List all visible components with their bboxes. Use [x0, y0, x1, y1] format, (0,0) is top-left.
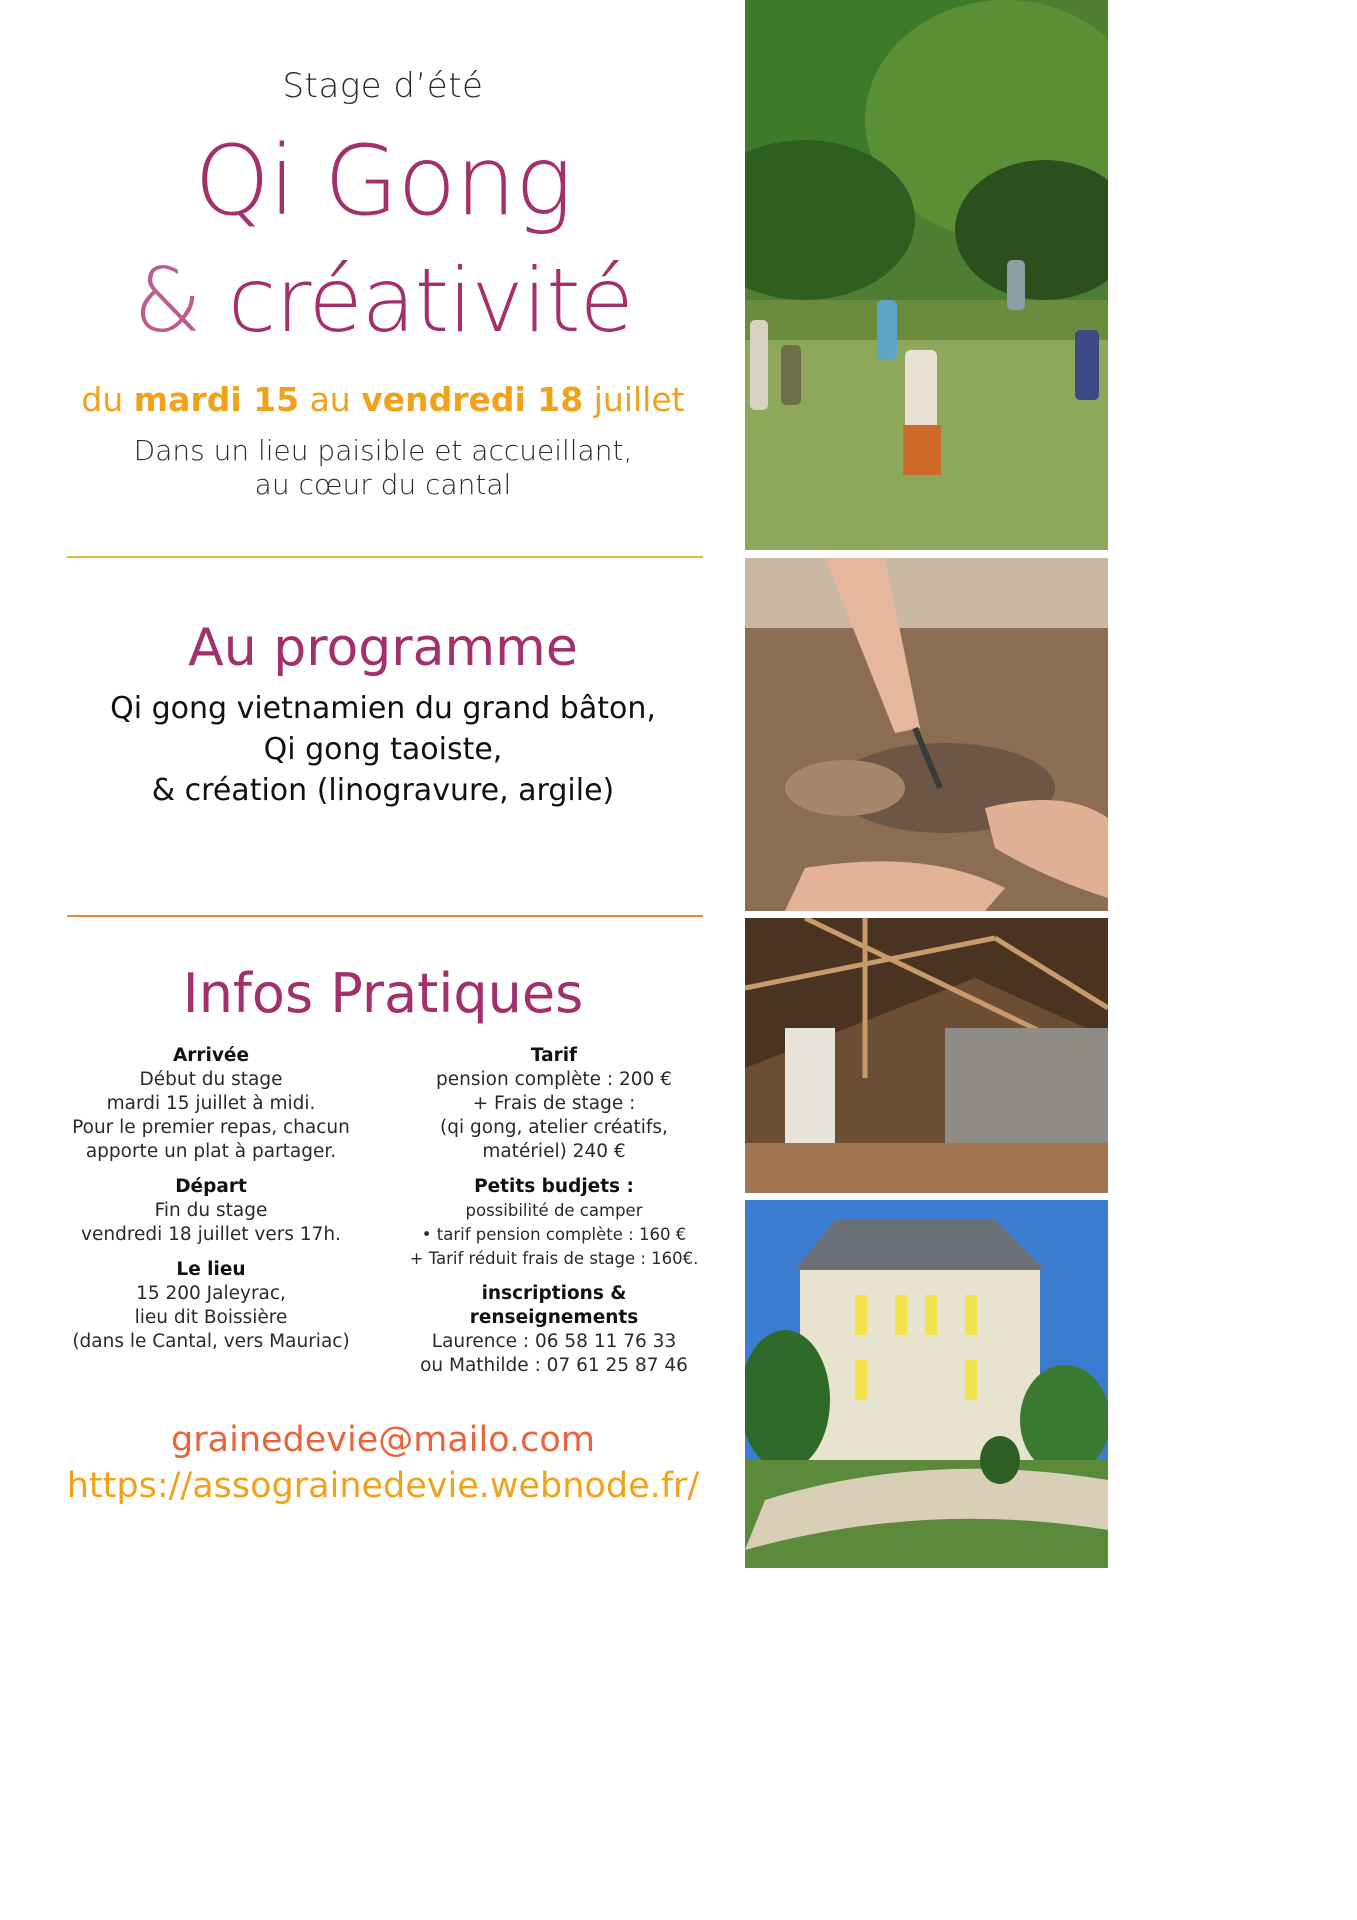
info-title: Petits budjets : [474, 1176, 634, 1197]
dates-end: vendredi 18 [361, 380, 584, 419]
info-title: Arrivée [172, 1045, 250, 1066]
info-line: Début du stage [139, 1069, 283, 1090]
dates-start: mardi 15 [133, 380, 300, 419]
title-ampersand: & [133, 249, 201, 352]
photo-manor-house [745, 1200, 1108, 1568]
programme-line: & création (linogravure, argile) [151, 773, 615, 808]
info-line: Pour le premier repas, chacun [72, 1117, 350, 1138]
dates-du: du [81, 380, 124, 419]
dates-au: au [309, 380, 351, 419]
infos-heading: Infos Pratiques [182, 962, 584, 1025]
intro-line-1: Dans un lieu paisible et accueillant, [133, 434, 633, 467]
info-block-inscriptions [398, 1282, 710, 1378]
programme-heading: Au programme [188, 618, 578, 678]
flyer-text-column [0, 0, 745, 1568]
info-line: mardi 15 juillet à midi. [106, 1093, 316, 1114]
divider-top [67, 556, 703, 558]
programme-line: Qi gong vietnamien du grand bâton, [110, 691, 656, 726]
info-line: matériel) 240 € [482, 1141, 626, 1162]
info-line: possibilité de camper [465, 1201, 643, 1220]
event-subtitle: Stage d’été [282, 66, 484, 106]
info-line: lieu dit Boissière [134, 1307, 288, 1328]
info-line: + Tarif réduit frais de stage : 160€. [409, 1249, 699, 1268]
event-dates [0, 380, 766, 419]
photo-linogravure [745, 558, 1108, 911]
info-title: Tarif [530, 1045, 578, 1066]
info-line: Laurence : 06 58 11 76 33 [431, 1331, 677, 1352]
info-line: • tarif pension complète : 160 € [421, 1225, 687, 1244]
info-line: 15 200 Jaleyrac, [136, 1283, 286, 1304]
info-block-lieu [56, 1258, 366, 1354]
info-block-arrivee [56, 1044, 366, 1164]
info-block-petits-budgets [398, 1175, 710, 1271]
info-line: apporte un plat à partager. [85, 1141, 337, 1162]
photo-attic-room [745, 918, 1108, 1193]
info-line: vendredi 18 juillet vers 17h. [81, 1224, 341, 1245]
info-title: Le lieu [176, 1259, 246, 1280]
title-qi-gong: Qi Gong [194, 125, 572, 237]
info-line: ou Mathilde : 07 61 25 87 46 [420, 1355, 688, 1376]
info-line: + Frais de stage : [472, 1093, 636, 1114]
programme-list [0, 688, 766, 811]
programme-line: Qi gong taoiste, [263, 732, 503, 767]
event-intro [0, 434, 766, 502]
info-line: (dans le Cantal, vers Mauriac) [72, 1331, 350, 1352]
info-title: Départ [175, 1176, 247, 1197]
info-title: inscriptions & renseignements [469, 1283, 639, 1328]
dates-month: juillet [593, 380, 685, 419]
info-line: Fin du stage [154, 1200, 268, 1221]
contact-email-link[interactable]: grainedevie@mailo.com [171, 1420, 595, 1460]
info-block-tarif [398, 1044, 710, 1164]
info-line: (qi gong, atelier créatifs, [440, 1117, 668, 1138]
intro-line-2: au cœur du cantal [254, 468, 512, 501]
title-creativite-word: créativité [227, 249, 633, 352]
infos-right-column [398, 1044, 710, 1389]
contact-website-link[interactable]: https://assograinedevie.webnode.fr/ [66, 1466, 700, 1506]
info-line: pension complète : 200 € [436, 1069, 672, 1090]
info-block-depart [56, 1175, 366, 1247]
title-creativite [0, 246, 766, 356]
divider-bottom [67, 915, 703, 917]
infos-left-column [56, 1044, 366, 1365]
photo-qigong-group [745, 0, 1108, 550]
